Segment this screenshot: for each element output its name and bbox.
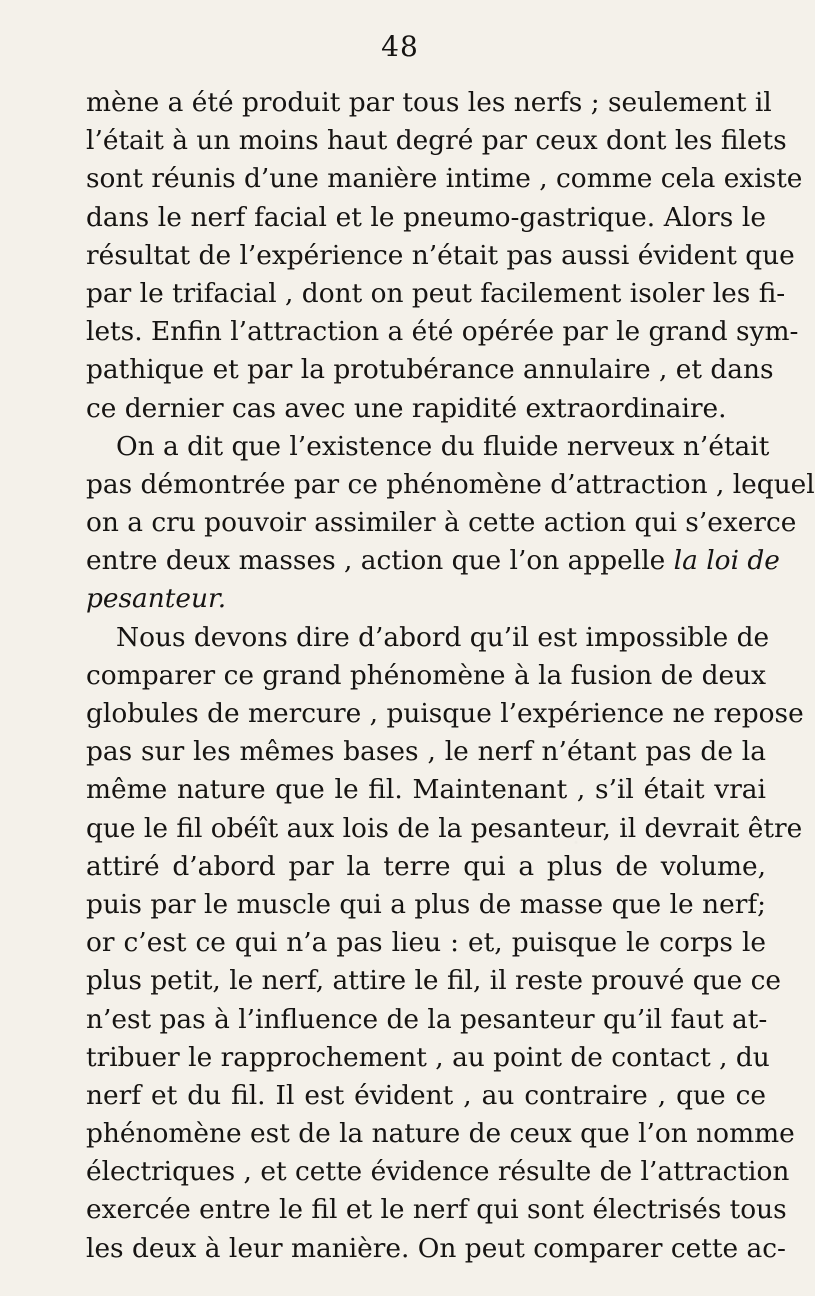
text-line — [86, 924, 766, 962]
text-line — [86, 619, 770, 657]
text-line — [86, 1115, 795, 1153]
text-line — [86, 84, 772, 122]
text-line-content: phénomène est de la nature de ceux que l’on nomme — [86, 1118, 795, 1150]
text-line — [86, 275, 786, 313]
text-line-content: ce dernier cas avec une rapidité extraordinaire. — [86, 392, 727, 424]
text-line-content: or c’est ce qui n’a pas lieu : et, puisque le corps le — [86, 927, 766, 959]
text-line-content: lets. Enfin l’attraction a été opérée par le grand sym- — [86, 316, 799, 348]
page-number: 48 — [381, 30, 419, 63]
text-line — [86, 733, 766, 771]
text-line — [86, 657, 766, 695]
text-line — [86, 1230, 786, 1268]
text-line-content: n’est pas à l’influence de la pesanteur qu’il faut at- — [86, 1003, 768, 1035]
text-line-content: On a dit que l’existence du fluide nerveux n’était — [116, 430, 770, 462]
text-line-content: comparer ce grand phénomène à la fusion de deux — [86, 659, 766, 691]
italic-phrase: la loi de — [673, 545, 780, 577]
text-line-content: même nature que le fil. Maintenant , s’il était vrai — [86, 774, 766, 806]
text-line-content: que le fil obéît aux lois de la pesanteur, il devrait être — [86, 812, 803, 844]
text-line-content: mène a été produit par tous les nerfs ; seulement il — [86, 87, 772, 118]
text-line-content: tribuer le rapprochement , au point de contact , du — [86, 1041, 770, 1073]
text-line-content: Nous devons dire d’abord qu’il est impossible de — [116, 621, 770, 653]
text-line-content: entre deux masses , action que l’on appelle — [86, 545, 666, 577]
text-line — [86, 810, 803, 848]
text-line — [86, 1001, 766, 1039]
text-line — [86, 542, 780, 580]
text-line-content: dans le nerf facial et le pneumo-gastrique. Alors le — [86, 201, 766, 233]
text-line — [86, 886, 766, 924]
text-line — [86, 390, 766, 428]
text-line-content: par le trifacial , dont on peut facilement isoler les fi- — [86, 277, 786, 309]
text-line — [86, 771, 766, 809]
text-line-content: attiré d’abord par la terre qui a plus de volume, — [86, 850, 766, 882]
text-line — [86, 160, 803, 198]
text-line — [86, 351, 774, 389]
text-line-content: pas sur les mêmes bases , le nerf n’étant pas de la — [86, 736, 766, 768]
text-line — [86, 199, 766, 237]
text-line — [86, 504, 797, 542]
text-line — [86, 848, 766, 886]
text-line-content: plus petit, le nerf, attire le fil, il reste prouvé que ce — [86, 965, 782, 997]
text-line — [86, 1077, 766, 1115]
text-line — [86, 1191, 787, 1229]
text-line-content: pas démontrée par ce phénomène d’attraction , lequel — [86, 468, 815, 500]
text-line — [86, 580, 766, 618]
text-line — [86, 466, 815, 504]
text-line — [86, 1039, 770, 1077]
text-line-content: globules de mercure , puisque l’expérience ne repose — [86, 698, 804, 729]
body-text — [86, 84, 815, 1268]
text-line — [86, 1153, 790, 1191]
text-line-content: puis par le muscle qui a plus de masse que le nerf; — [86, 888, 766, 920]
text-line — [86, 695, 804, 733]
text-line-content: exercée entre le fil et le nerf qui sont électrisés tous — [86, 1194, 787, 1226]
text-line — [86, 313, 799, 351]
text-line-content: pathique et par la protubérance annulaire , et dans — [86, 354, 774, 386]
text-line-content: résultat de l’expérience n’était pas aussi évident que — [86, 239, 795, 271]
text-line-content: les deux à leur manière. On peut comparer cette ac- — [86, 1232, 786, 1264]
text-line-content: électriques , et cette évidence résulte de l’attraction — [86, 1156, 790, 1188]
text-line — [86, 428, 770, 466]
text-line — [86, 122, 787, 160]
text-line-content: l’était à un moins haut degré par ceux dont les filets — [86, 125, 787, 157]
text-line-content: sont réunis d’une manière intime , comme cela existe — [86, 163, 803, 195]
italic-phrase: pesanteur. — [86, 583, 227, 615]
text-line-content: nerf et du fil. Il est évident , au contraire , que ce — [86, 1079, 766, 1111]
text-line — [86, 962, 782, 1000]
text-line — [86, 237, 795, 275]
text-line-content: on a cru pouvoir assimiler à cette action qui s’exerce — [86, 507, 797, 539]
